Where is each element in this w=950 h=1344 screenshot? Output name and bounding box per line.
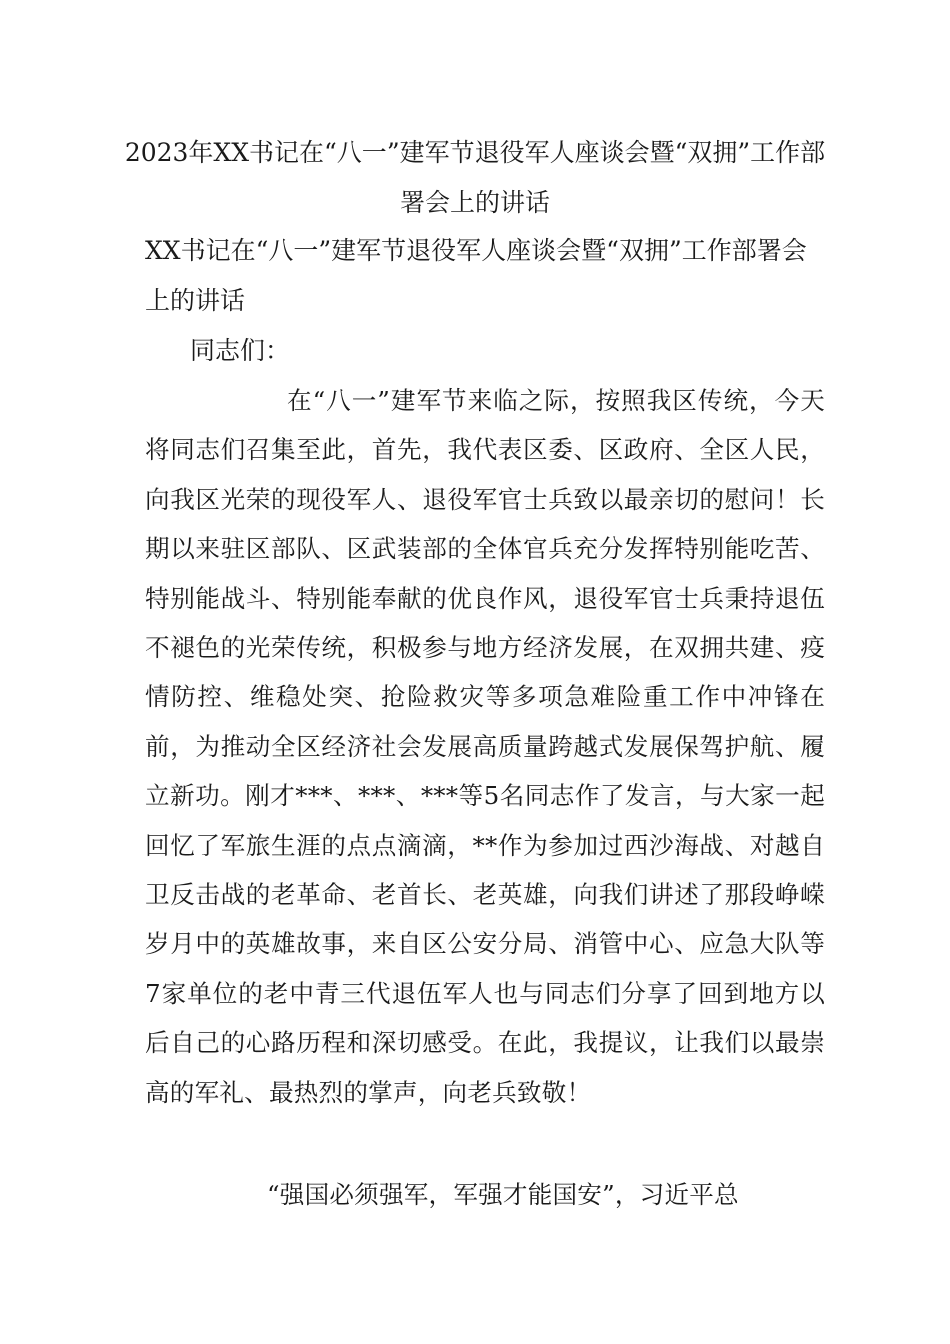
- body-paragraph-1: 在“八一”建军节来临之际，按照我区传统，今天将同志们召集至此，首先，我代表区委、区政府、全区人民，向我区光荣的现役军人、退役军官士兵致以最亲切的慰问！长期以来驻区部队、区武装部的全体官兵充分发挥特别能吃苦、特别能战斗、特别能奉献的优良作风，退役军官士兵秉持退伍不褪色的光荣传统，积极参与地方经济发展，在双拥共建、疫情防控、维稳处突、抢险救灾等多项急难险重工作中冲锋在前，为推动全区经济社会发展高质量跨越式发展保驾护航、履立新功。刚才***、***、***等5名同志作了发言，与大家一起回忆了军旅生涯的点点滴滴，**作为参加过西沙海战、对越自卫反击战的老革命、老首长、老英雄，向我们讲述了那段峥嵘岁月中的英雄故事，来自区公安分局、消管中心、应急大队等7家单位的老中青三代退伍军人也与同志们分享了回到地方以后自己的心路历程和深切感受。在此，我提议，让我们以最崇高的军礼、最热烈的掌声，向老兵致敬！: [145, 386, 825, 1107]
- salutation: 同志们：: [190, 336, 291, 365]
- document-subtitle: XX书记在“八一”建军节退役军人座谈会暨“双拥”工作部署会上的讲话: [145, 236, 807, 315]
- body-paragraph-2: “强国必须强军，军强才能国安”，习近平总: [267, 1180, 739, 1209]
- document-title: 2023年XX书记在“八一”建军节退役军人座谈会暨“双拥”工作部署会上的讲话: [124, 138, 826, 217]
